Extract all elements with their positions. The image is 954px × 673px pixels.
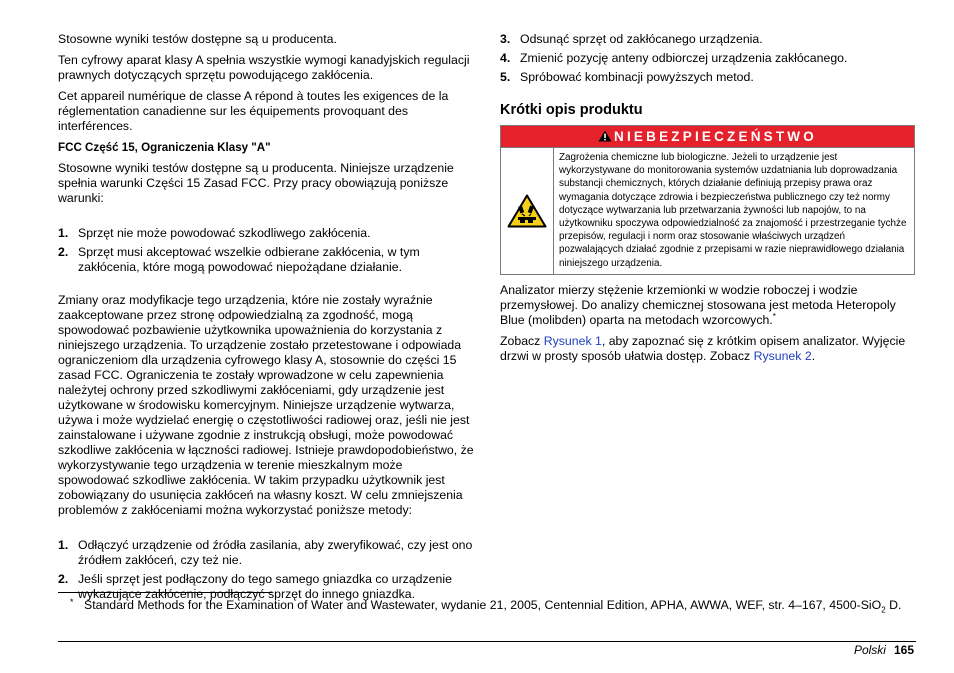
list-number: 3. <box>500 32 511 46</box>
footnote-text-part: Standard Methods for the Examination of Water and Wastewater, wydanie 21, 2005, Centennial Edition, APHA, AWWA, WEF, str. 4–167, 4500-SiO <box>84 598 882 612</box>
list-number: 1. <box>58 538 69 552</box>
figure-link-2[interactable]: Rysunek 2 <box>753 348 812 363</box>
left-column <box>58 32 474 606</box>
figure-link-1[interactable]: Rysunek 1 <box>543 333 602 348</box>
danger-text: Zagrożenia chemiczne lub biologiczne. Jeżeli to urządzenie jest wykorzystywane do monitorowania systemów uzdatniania lub doprowadzania substancji chemicznych, których działanie definiują przepisy prawa oraz wymagania dotyczące zdrowia i bezpieczeństwa publicznego czy też normy dotyczące wytwarzania lub przetwarzania żywności lub napojów, to na użytkowniku spoczywa odpowiedzialność za znajomość i przestrzeganie tychże przepisów, regulacji i norm oraz stosowanie właściwych urządzeń pozwalających działać zgodnie z przepisami w razie nieprawidłowego działania niniejszego urządzenia. <box>559 152 907 269</box>
list-item <box>58 538 474 568</box>
list-number: 2. <box>58 245 69 259</box>
list-text: Odsunąć sprzęt od zakłócanego urządzenia. <box>520 32 763 46</box>
paragraph-text: . <box>811 348 816 363</box>
numbered-list <box>58 226 474 275</box>
footer-language: Polski <box>853 643 886 657</box>
list-text: Sprzęt musi akceptować wszelkie odbierane zakłócenia, w tym zakłócenia, które mogą powodować niepożądane działanie. <box>78 245 420 274</box>
list-text: Sprzęt nie może powodować szkodliwego zakłócenia. <box>78 226 371 240</box>
fcc-heading: FCC Część 15, Ograniczenia Klasy "A" <box>58 141 271 154</box>
paragraph: Stosowne wyniki testów dostępne są u producenta. <box>58 32 337 46</box>
paragraph: Zmiany oraz modyfikacje tego urządzenia, które nie zostały wyraźnie zaakceptowane przez stronę odpowiedzialną za zgodność, mogą spowodować pozbawienie użytkownika upoważnienia do korzystania z niniejszego urządzenia. To urządzenie zostało przetestowane i odpowiada ograniczeniom dla urządzenia cyfrowego klasy A, stosownie do części 15 zasad FCC. Ograniczenia te zostały wprowadzone w celu zapewnienia należytej ochrony przed szkodliwymi zakłóceniami, gdy urządzenie jest użytkowane w środowisku komercyjnym. Niniejsze urządzenie wytwarza, używa i może wydzielać energię o częstotliwości radiowej oraz, jeśli nie jest zainstalowane i używane zgodnie z instrukcją obsługi, może powodować szkodliwe zakłócenia w łączności radiowej. Istnieje prawdopodobieństwo, że wykorzystywanie tego urządzenia w terenie mieszkalnym może spowodować szkodliwe zakłócenia. W takim przypadku użytkownik jest zobowiązany do usunięcia zakłóceń na własny koszt. W celu zmniejszenia problemów z zakłóceniami można wykorzystać poniższe metody: <box>58 293 474 517</box>
paragraph: Cet appareil numérique de classe A répond à toutes les exigences de la réglementation canadienne sur les équipements provoquant des interférences. <box>58 89 449 133</box>
list-text: Spróbować kombinacji powyższych metod. <box>520 70 754 84</box>
footnote-divider <box>58 592 272 593</box>
list-number: 1. <box>58 226 69 240</box>
danger-body <box>501 147 914 274</box>
list-item <box>500 32 915 47</box>
danger-box <box>500 125 915 275</box>
footer-divider <box>58 641 916 642</box>
footnote-mark: * <box>772 311 776 321</box>
footnote <box>58 598 918 613</box>
warning-triangle-icon <box>598 130 612 142</box>
paragraph-text: , aby zapoznać się z krótkim opisem analizator. Wyjęcie drzwi w prosty sposób ułatwia dostęp. Zobacz <box>500 333 906 363</box>
paragraph: Stosowne wyniki testów dostępne są u producenta. Niniejsze urządzenie spełnia warunki Części 15 Zasad FCC. Przy pracy obowiązują poniższe warunki: <box>58 161 454 205</box>
list-number: 2. <box>58 572 69 586</box>
paragraph: Ten cyfrowy aparat klasy A spełnia wszystkie wymogi kanadyjskich regulacji prawnych dotyczących sprzętu powodującego zakłócenia. <box>58 53 470 82</box>
section-title: Krótki opis produktu <box>500 102 643 118</box>
paragraph <box>500 283 915 328</box>
paragraph-text: Zobacz <box>500 333 544 348</box>
list-item <box>500 51 915 66</box>
paragraph-text: Analizator mierzy stężenie krzemionki w wodzie roboczej i wodzie przemysłowej. Do analizy chemicznej stosowana jest metoda Heteropoly Blue (molibden) oparta na metodach wzorcowych. <box>500 282 896 327</box>
list-text: Zmienić pozycję anteny odbiorczej urządzenia zakłócanego. <box>520 51 848 65</box>
page-number: 165 <box>893 643 914 657</box>
icon-cell <box>501 148 554 274</box>
footnote-text <box>84 598 918 613</box>
paragraph <box>500 334 915 364</box>
danger-header <box>501 126 914 147</box>
list-item <box>58 226 474 241</box>
list-number: 5. <box>500 70 511 84</box>
list-text: Odłączyć urządzenie od źródła zasilania, aby zweryfikować, czy jest ono źródłem zakłóceń, czy też nie. <box>78 538 473 567</box>
chemical-hazard-icon <box>507 194 547 228</box>
list-item <box>58 245 474 275</box>
danger-label: NIEBEZPIECZEŃSTWO <box>614 129 817 144</box>
list-number: 4. <box>500 51 511 65</box>
right-column <box>500 32 915 370</box>
list-text: Jeśli sprzęt jest podłączony do tego samego gniazdka co urządzenie wykazujące zakłócenie, podłączyć sprzęt do innego gniazdka. <box>78 572 452 601</box>
list-item <box>500 70 915 85</box>
footnote-text-part: D. <box>885 598 902 612</box>
footnote-subscript: 2 <box>881 605 886 615</box>
page-footer <box>854 643 914 657</box>
numbered-list <box>500 32 915 85</box>
footnote-star: * <box>70 597 74 607</box>
